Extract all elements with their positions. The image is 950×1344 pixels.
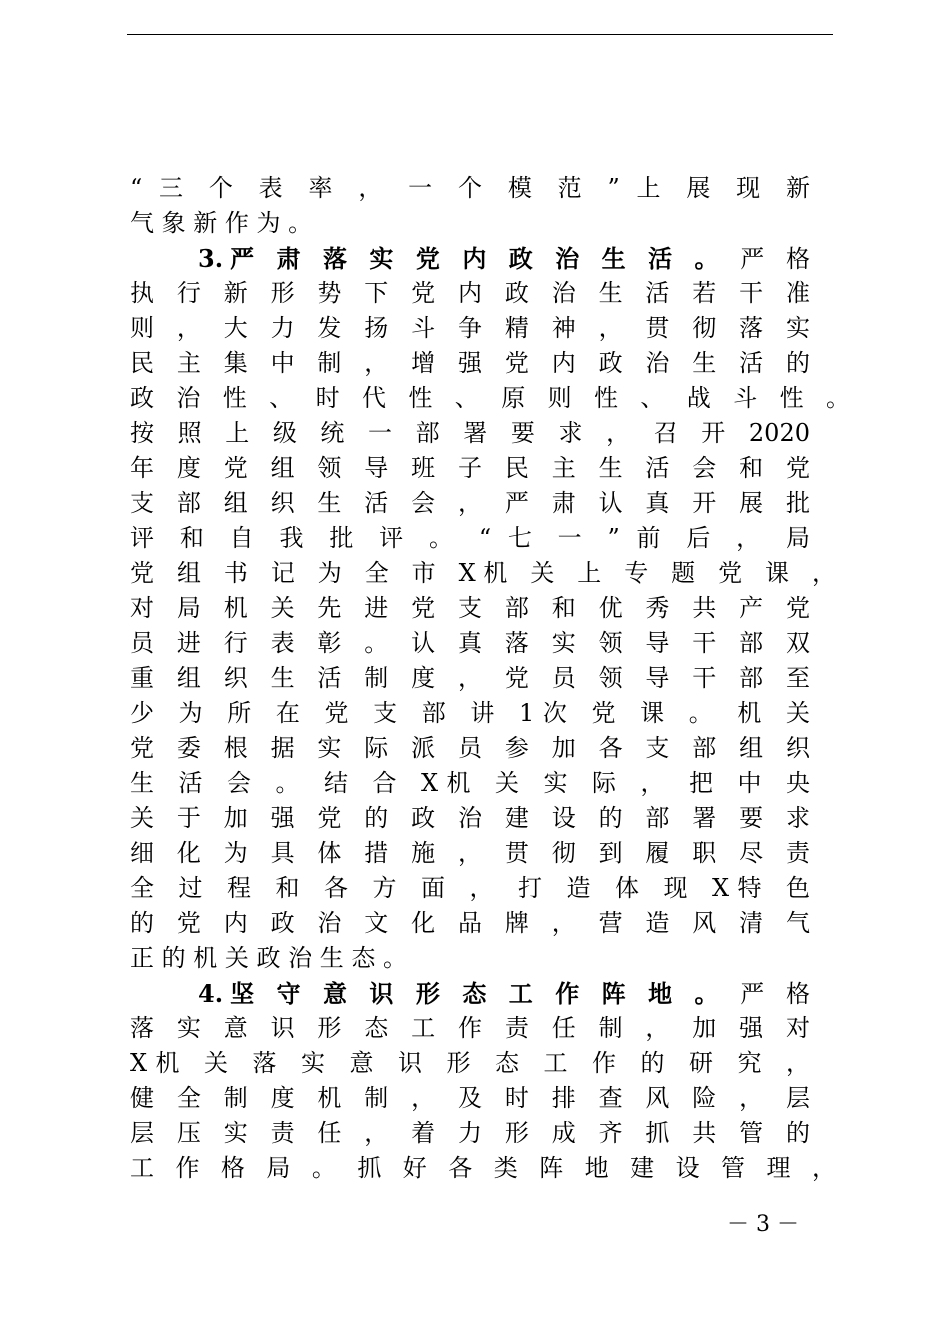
text-line xyxy=(130,766,810,801)
line-text: 严 格 xyxy=(725,245,811,273)
line-text: 则 ， 大 力 发 扬 斗 争 精 神 ， 贯 彻 落 实 xyxy=(130,314,810,342)
line-text: 落 实 意 识 形 态 工 作 责 任 制 ， 加 强 对 xyxy=(130,1014,810,1042)
line-text: 正 的 机 关 政 治 生 态 。 xyxy=(130,944,408,972)
line-text: 全 过 程 和 各 方 面 ， 打 造 体 现 X特 色 xyxy=(130,874,810,902)
text-line xyxy=(130,241,810,276)
text-line xyxy=(130,836,810,871)
text-line xyxy=(130,871,810,906)
line-text: 党 组 书 记 为 全 市 X机 关 上 专 题 党 课 ， xyxy=(130,559,836,587)
text-line xyxy=(130,311,810,346)
text-line xyxy=(130,661,810,696)
document-body xyxy=(130,171,850,1186)
line-text: 评 和 自 我 批 评 。 “ 七 一 ” 前 后 ， 局 xyxy=(130,524,810,552)
line-text: 细 化 为 具 体 措 施 ， 贯 彻 到 履 职 尽 责 xyxy=(130,839,810,867)
text-line xyxy=(130,1116,810,1151)
line-text: “ 三 个 表 率 ， 一 个 模 范 ” 上 展 现 新 xyxy=(130,174,810,202)
text-line xyxy=(130,976,810,1011)
line-text: 气 象 新 作 为 。 xyxy=(130,209,313,237)
line-text: 层 压 实 责 任 ， 着 力 形 成 齐 抓 共 管 的 xyxy=(130,1119,810,1147)
text-line xyxy=(130,1151,836,1186)
line-text: 健 全 制 度 机 制 ， 及 时 排 查 风 险 ， 层 xyxy=(130,1084,810,1112)
section-heading: 3.严 肃 落 实 党 内 政 治 生 活 。 xyxy=(198,244,726,273)
line-text: 执 行 新 形 势 下 党 内 政 治 生 活 若 干 准 xyxy=(130,279,810,307)
text-line xyxy=(130,451,810,486)
text-line xyxy=(130,416,810,451)
text-line xyxy=(130,486,810,521)
line-text: 关 于 加 强 党 的 政 治 建 设 的 部 署 要 求 xyxy=(130,804,810,832)
line-text: 的 党 内 政 治 文 化 品 牌 ， 营 造 风 清 气 xyxy=(130,909,810,937)
line-text: 党 委 根 据 实 际 派 员 参 加 各 支 部 组 织 xyxy=(130,734,810,762)
text-line xyxy=(130,1011,810,1046)
line-text: 员 进 行 表 彰 。 认 真 落 实 领 导 干 部 双 xyxy=(130,629,810,657)
text-line xyxy=(130,171,810,206)
line-text: 按 照 上 级 统 一 部 署 要 求 ， 召 开 2020 xyxy=(130,419,810,447)
text-line xyxy=(130,206,810,241)
text-line xyxy=(130,591,810,626)
line-text: X机 关 落 实 意 识 形 态 工 作 的 研 究 ， xyxy=(130,1049,810,1077)
line-text: 支 部 组 织 生 活 会 ， 严 肃 认 真 开 展 批 xyxy=(130,489,810,517)
text-line xyxy=(130,626,810,661)
text-line xyxy=(130,346,810,381)
text-line xyxy=(130,1046,810,1081)
line-text: 工 作 格 局 。 抓 好 各 类 阵 地 建 设 管 理 ， xyxy=(130,1154,836,1182)
line-text: 年 度 党 组 领 导 班 子 民 主 生 活 会 和 党 xyxy=(130,454,810,482)
page-number: － 3 － xyxy=(727,1212,799,1237)
line-text: 政 治 性 、 时 代 性 、 原 则 性 、 战 斗 性 。 xyxy=(130,384,850,412)
text-line xyxy=(130,801,810,836)
line-text: 对 局 机 关 先 进 党 支 部 和 优 秀 共 产 党 xyxy=(130,594,810,622)
text-line xyxy=(130,521,810,556)
line-text: 民 主 集 中 制 ， 增 强 党 内 政 治 生 活 的 xyxy=(130,349,810,377)
text-line xyxy=(130,1081,810,1116)
text-line xyxy=(130,381,850,416)
text-line xyxy=(130,941,810,976)
text-line xyxy=(130,556,836,591)
text-line xyxy=(130,906,810,941)
section-heading: 4.坚 守 意 识 形 态 工 作 阵 地 。 xyxy=(198,979,726,1008)
line-text: 重 组 织 生 活 制 度 ， 党 员 领 导 干 部 至 xyxy=(130,664,810,692)
text-line xyxy=(130,731,810,766)
header-rule xyxy=(127,34,833,35)
line-text: 少 为 所 在 党 支 部 讲 1次 党 课 。 机 关 xyxy=(130,699,810,727)
text-line xyxy=(130,696,810,731)
line-text: 严 格 xyxy=(725,980,811,1008)
line-text: 生 活 会 。 结 合 X机 关 实 际 ， 把 中 央 xyxy=(130,769,810,797)
text-line xyxy=(130,276,810,311)
